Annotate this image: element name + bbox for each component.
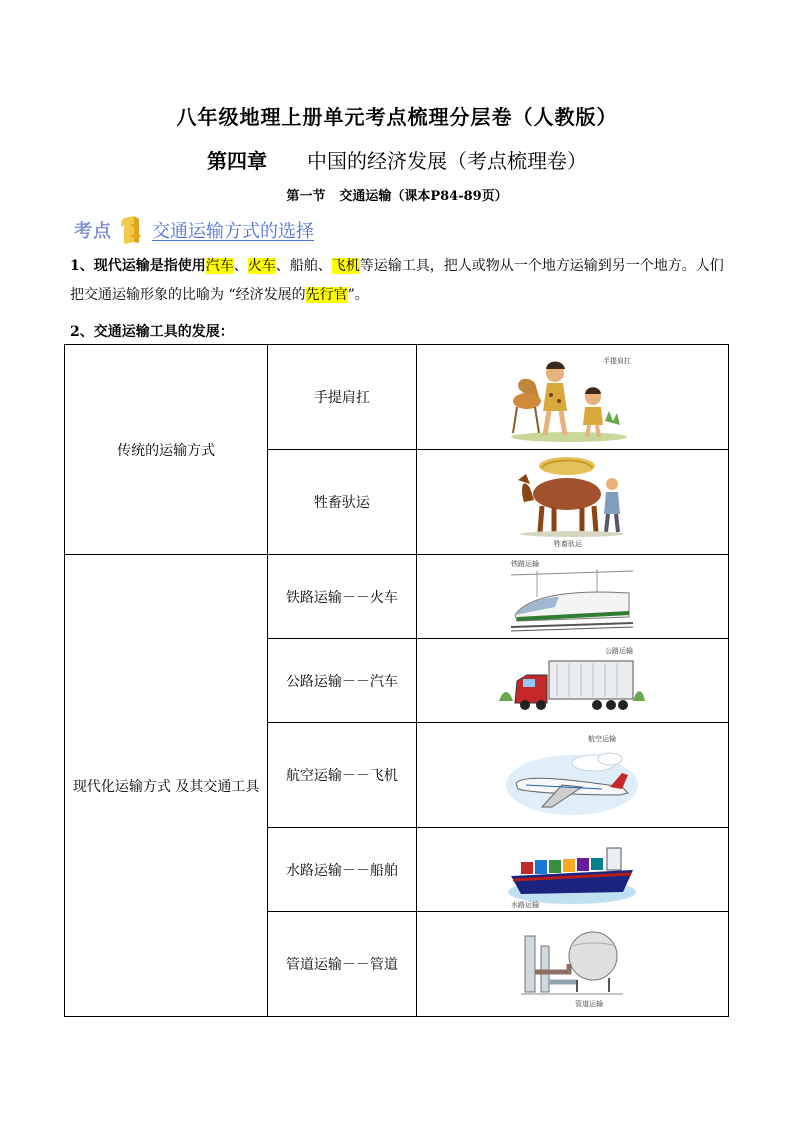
row-name-pipeline: 管道运输－－管道 <box>268 912 416 1017</box>
transport-table <box>64 344 729 1017</box>
animal-transport-illustration <box>512 454 632 550</box>
chapter-heading <box>0 145 794 174</box>
table-row <box>65 345 729 450</box>
pipeline-illustration-icon <box>517 916 627 1012</box>
chapter-number: 第四章 <box>207 149 267 173</box>
people-carrying-illustration <box>505 349 640 445</box>
carry-illustration <box>416 345 728 450</box>
svg-text:公路运输: 公路运输 <box>605 646 634 655</box>
row-name-carry: 手提肩扛 <box>268 345 416 450</box>
airplane-illustration <box>502 727 642 823</box>
highlight-car: 汽车 <box>205 258 234 274</box>
row-name-water: 水路运输－－船舶 <box>268 828 416 912</box>
point-1-paragraph: 1、现代运输是指使用汽车、火车、船舶、飞机等运输工具，把人或物从一个地方运输到另一个地方。人们把交通运输形象的比喻为 “经济发展的先行官”。 <box>70 258 724 303</box>
number-one-badge-icon <box>118 215 142 245</box>
section-number: 第一节 <box>286 189 326 204</box>
highlight-train: 火车 <box>247 258 276 274</box>
kaodian-heading <box>74 214 314 246</box>
animal-illustration <box>416 450 728 555</box>
section-title: 交通运输（课本P84-89页） <box>339 189 508 204</box>
row-name-air: 航空运输－－飞机 <box>268 723 416 828</box>
highlight-pioneer: 先行官 <box>305 287 348 303</box>
svg-text:1: 1 <box>129 221 142 242</box>
row-name-railway: 铁路运输－－火车 <box>268 555 416 639</box>
svg-text:管道运输: 管道运输 <box>575 1000 604 1008</box>
table-row <box>65 555 729 639</box>
group-traditional: 传统的运输方式 <box>65 345 268 555</box>
svg-text:水路运输: 水路运输 <box>511 900 540 909</box>
railway-illustration <box>416 555 728 639</box>
pipeline-illustration <box>416 912 728 1017</box>
document-title: 八年级地理上册单元考点梳理分层卷（人教版） <box>176 105 618 129</box>
truck-illustration <box>497 641 647 721</box>
kaodian-title: 交通运输方式的选择 <box>152 221 314 242</box>
svg-text:手提肩扛: 手提肩扛 <box>602 357 631 365</box>
svg-text:航空运输: 航空运输 <box>588 735 617 743</box>
container-ship-illustration <box>507 830 637 910</box>
water-illustration <box>416 828 728 912</box>
air-illustration <box>416 723 728 828</box>
kaodian-label: 考点 <box>74 221 112 242</box>
road-illustration <box>416 639 728 723</box>
group-modern: 现代化运输方式 及其交通工具 <box>65 555 268 1017</box>
high-speed-train-illustration <box>507 557 637 637</box>
svg-text:铁路运输: 铁路运输 <box>511 559 540 568</box>
row-name-animal: 牲畜驮运 <box>268 450 416 555</box>
row-name-road: 公路运输－－汽车 <box>268 639 416 723</box>
highlight-plane: 飞机 <box>331 258 360 274</box>
svg-text:牲畜驮运: 牲畜驮运 <box>554 540 583 548</box>
chapter-title: 中国的经济发展（考点梳理卷） <box>307 149 587 173</box>
point-2-paragraph: 2、交通运输工具的发展： <box>70 324 234 340</box>
section-heading <box>0 185 794 204</box>
